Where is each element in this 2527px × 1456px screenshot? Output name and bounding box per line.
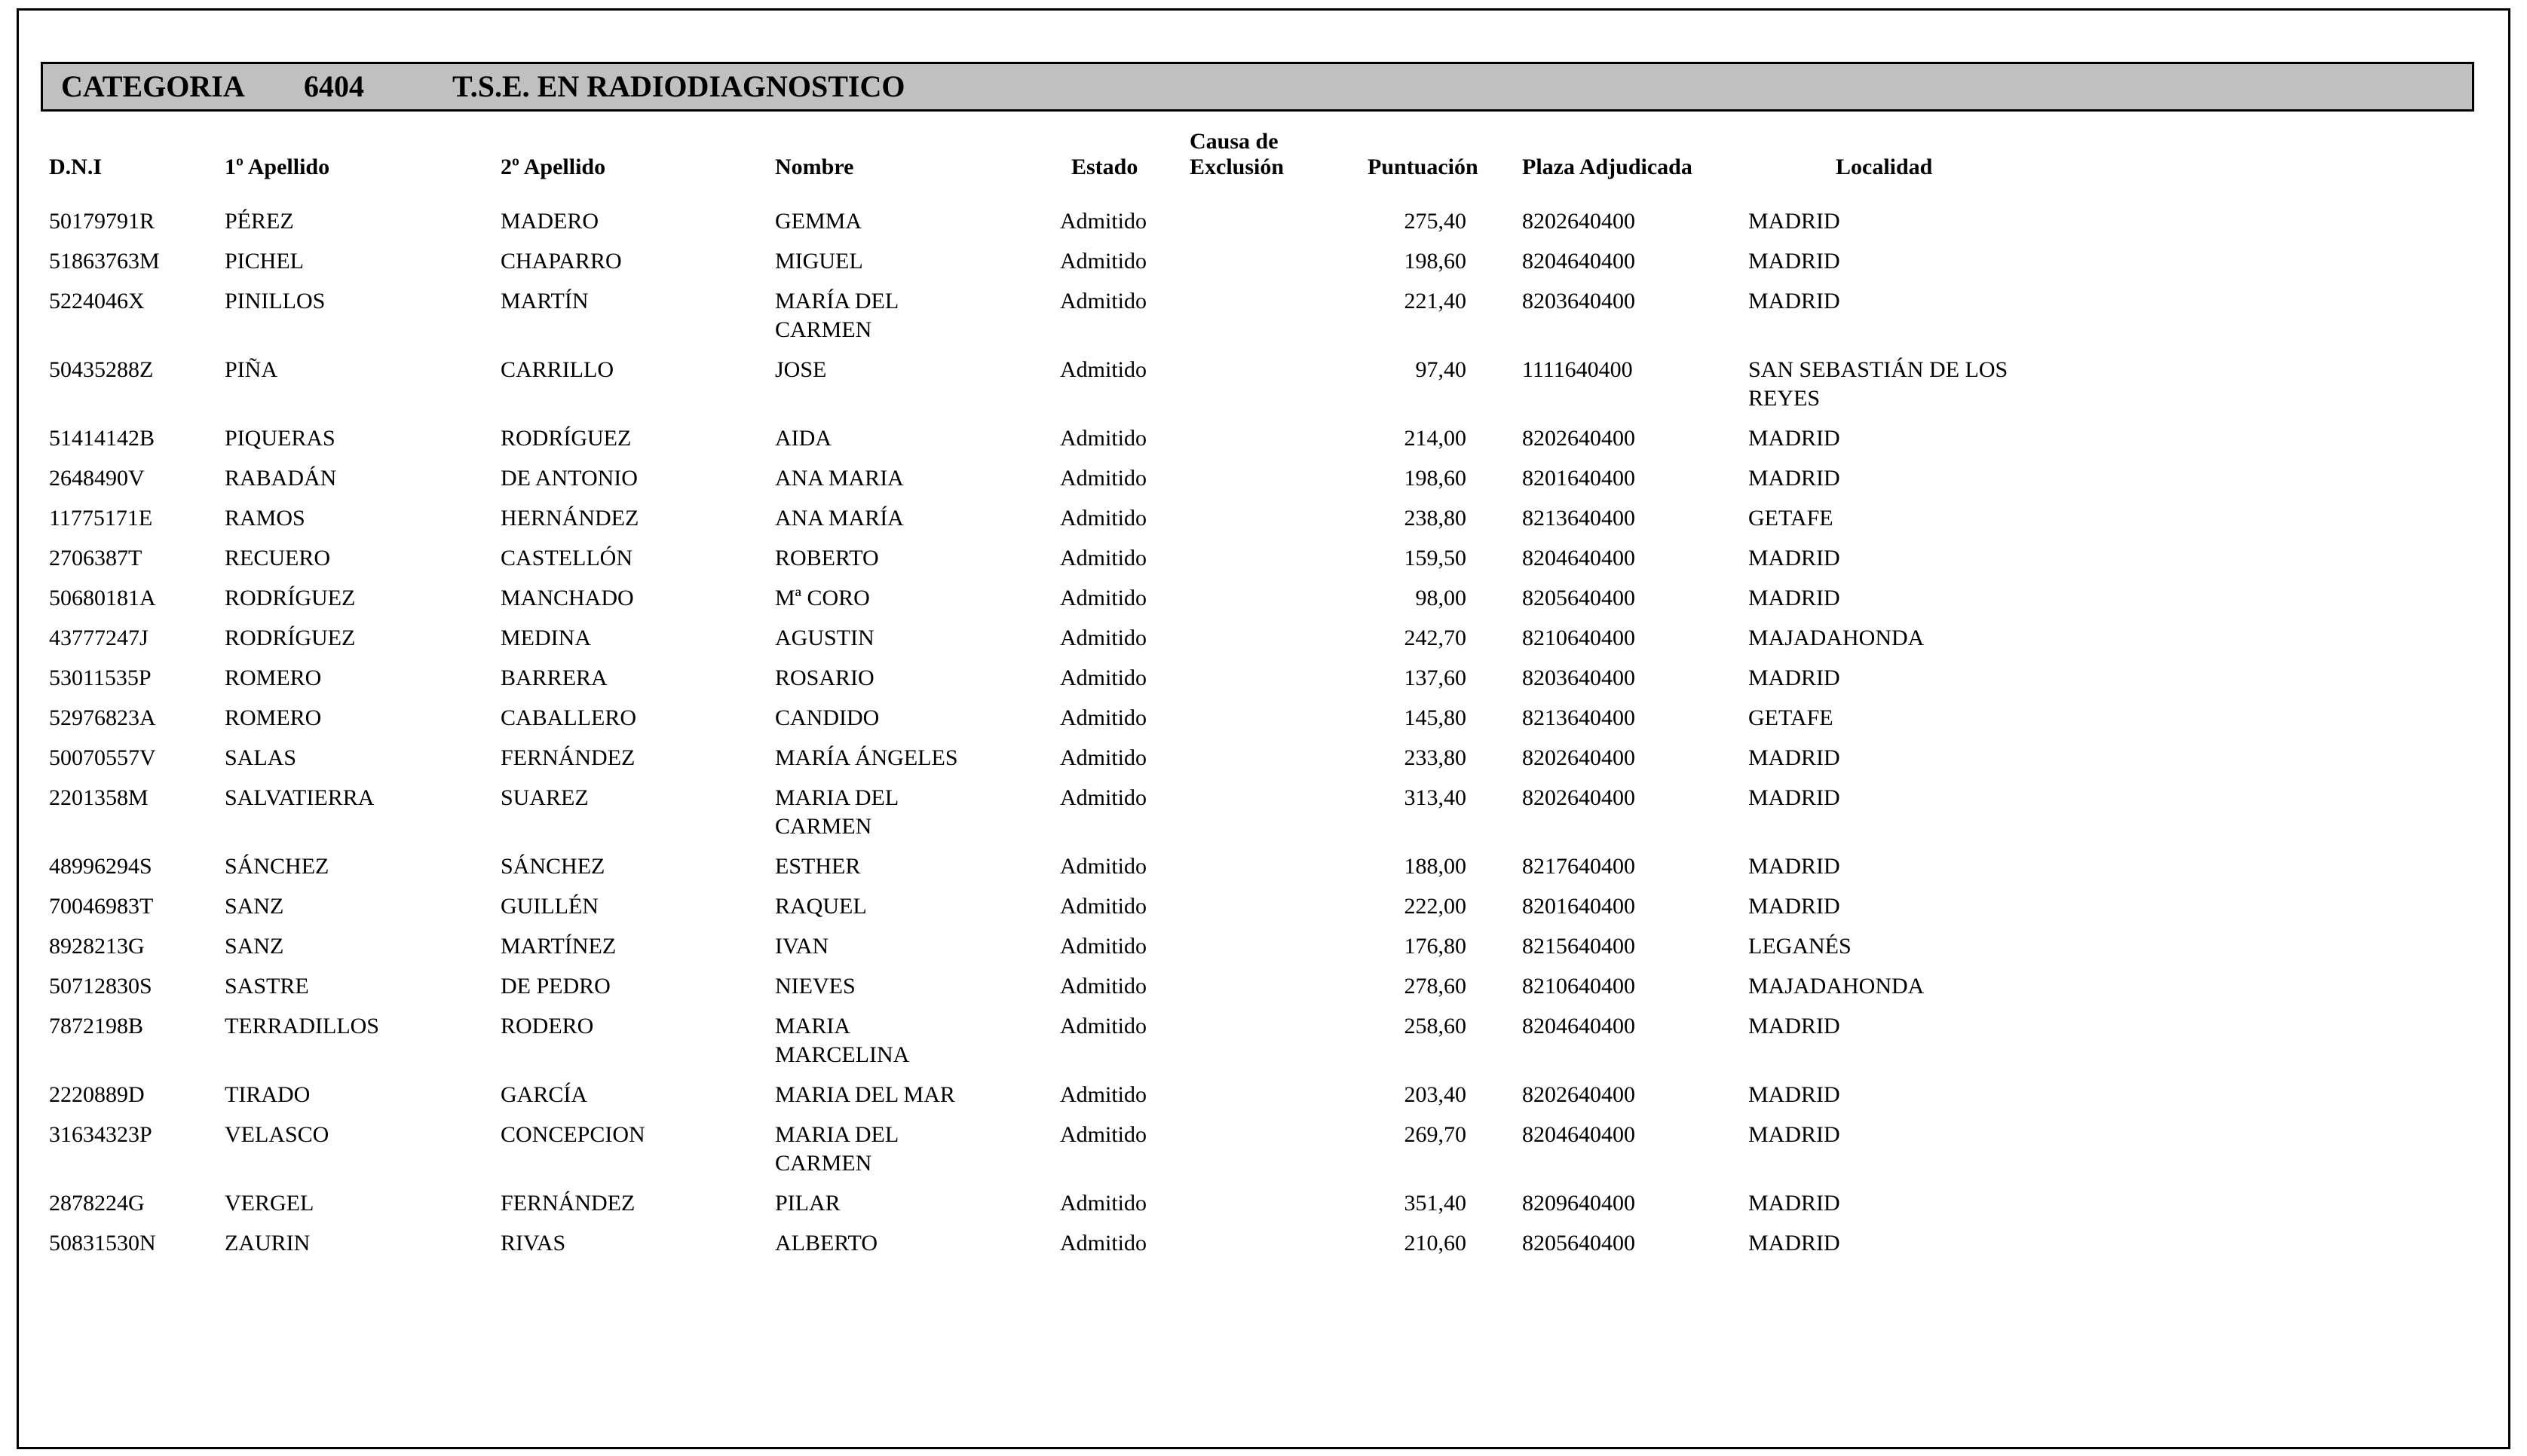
table-row: [49, 287, 2446, 344]
cell-puntuacion: 203,40: [1404, 1082, 1466, 1107]
cell-nombre: IVAN: [775, 934, 829, 959]
cell-plaza-adjudicada: 8209640400: [1522, 1191, 1635, 1216]
cell-nombre: ANA MARIA: [775, 466, 904, 491]
cell-apellido1: RODRÍGUEZ: [225, 586, 356, 610]
table-row: [49, 464, 2446, 493]
cell-puntuacion: 159,50: [1404, 546, 1466, 570]
cell-apellido1: RABADÁN: [225, 466, 337, 491]
cell-dni: 48996294S: [49, 854, 152, 879]
table-row: [49, 664, 2446, 693]
category-header-bar: [41, 62, 2474, 112]
cell-apellido2: CHAPARRO: [501, 249, 622, 274]
cell-apellido2: SUAREZ: [501, 785, 589, 810]
column-header-causa-line2: Exclusión: [1190, 154, 1285, 179]
cell-estado: Admitido: [1060, 586, 1147, 610]
cell-apellido1: ROMERO: [225, 705, 322, 730]
cell-plaza-adjudicada: 8202640400: [1522, 1082, 1635, 1107]
cell-apellido2: DE ANTONIO: [501, 466, 638, 491]
cell-puntuacion: 242,70: [1404, 626, 1466, 650]
cell-plaza-adjudicada: 8213640400: [1522, 506, 1635, 531]
cell-puntuacion: 214,00: [1404, 426, 1466, 451]
cell-estado: Admitido: [1060, 626, 1147, 650]
cell-apellido2: CABALLERO: [501, 705, 636, 730]
cell-dni: 2201358M: [49, 785, 149, 810]
cell-apellido2: HERNÁNDEZ: [501, 506, 639, 531]
cell-nombre: AGUSTIN: [775, 626, 874, 650]
table-row: [49, 704, 2446, 733]
cell-plaza-adjudicada: 8213640400: [1522, 705, 1635, 730]
cell-dni: 51414142B: [49, 426, 155, 451]
table-row: [49, 424, 2446, 453]
category-name: T.S.E. EN RADIODIAGNOSTICO: [452, 69, 905, 103]
cell-nombre: GEMMA: [775, 209, 862, 234]
category-code: 6404: [304, 69, 364, 103]
cell-estado: Admitido: [1060, 745, 1147, 770]
cell-puntuacion: 97,40: [1415, 357, 1466, 382]
cell-dni: 2648490V: [49, 466, 145, 491]
table-header-row: [49, 129, 2446, 180]
cell-puntuacion: 278,60: [1404, 974, 1466, 999]
cell-nombre: MIGUEL: [775, 249, 863, 274]
cell-dni: 50070557V: [49, 745, 156, 770]
cell-estado: Admitido: [1060, 209, 1147, 234]
cell-apellido1: SÁNCHEZ: [225, 854, 329, 879]
cell-localidad: MADRID: [1748, 785, 1840, 810]
column-header-causa-exclusion: [1190, 129, 1368, 180]
table-row: [49, 356, 2446, 413]
cell-nombre: ANA MARÍA: [775, 506, 904, 531]
cell-apellido1: SASTRE: [225, 974, 309, 999]
column-header-estado: Estado: [1071, 154, 1138, 179]
cell-plaza-adjudicada: 8202640400: [1522, 745, 1635, 770]
cell-apellido2: RIVAS: [501, 1231, 566, 1256]
table-row: [49, 1081, 2446, 1109]
cell-estado: Admitido: [1060, 854, 1147, 879]
cell-apellido1: RECUERO: [225, 546, 331, 570]
cell-plaza-adjudicada: 8201640400: [1522, 894, 1635, 919]
cell-dni: 50435288Z: [49, 357, 154, 382]
table-row: [49, 544, 2446, 573]
cell-apellido1: PIÑA: [225, 357, 278, 382]
cell-apellido2: CONCEPCION: [501, 1122, 645, 1147]
cell-estado: Admitido: [1060, 705, 1147, 730]
cell-puntuacion: 221,40: [1404, 289, 1466, 314]
table-row: [49, 624, 2446, 653]
page-border: [17, 8, 2510, 1449]
cell-nombre: ROBERTO: [775, 546, 879, 570]
candidates-table: [49, 129, 2446, 1269]
cell-plaza-adjudicada: 8204640400: [1522, 1122, 1635, 1147]
cell-apellido1: PIQUERAS: [225, 426, 335, 451]
cell-puntuacion: 176,80: [1404, 934, 1466, 959]
cell-localidad: MADRID: [1748, 466, 1840, 491]
cell-apellido1: SALAS: [225, 745, 297, 770]
cell-puntuacion: 137,60: [1404, 665, 1466, 690]
cell-puntuacion: 198,60: [1404, 249, 1466, 274]
cell-plaza-adjudicada: 8205640400: [1522, 1231, 1635, 1256]
cell-plaza-adjudicada: 8204640400: [1522, 249, 1635, 274]
cell-localidad: MADRID: [1748, 854, 1840, 879]
cell-estado: Admitido: [1060, 249, 1147, 274]
cell-localidad: MADRID: [1748, 1014, 1840, 1038]
cell-plaza-adjudicada: 8203640400: [1522, 289, 1635, 314]
cell-apellido2: MANCHADO: [501, 586, 634, 610]
column-header-plaza-adjudicada: Plaza Adjudicada: [1522, 154, 1692, 179]
cell-plaza-adjudicada: 8215640400: [1522, 934, 1635, 959]
category-label: CATEGORIA: [61, 69, 245, 103]
cell-plaza-adjudicada: 8210640400: [1522, 974, 1635, 999]
cell-dni: 51863763M: [49, 249, 160, 274]
table-body: [49, 207, 2446, 1258]
cell-apellido1: SANZ: [225, 934, 284, 959]
cell-dni: 50712830S: [49, 974, 152, 999]
cell-localidad: MADRID: [1748, 1191, 1840, 1216]
cell-nombre: MARIA DEL MAR: [775, 1082, 955, 1107]
cell-nombre: JOSE: [775, 357, 827, 382]
cell-apellido1: VERGEL: [225, 1191, 314, 1216]
cell-dni: 52976823A: [49, 705, 156, 730]
cell-localidad: SAN SEBASTIÁN DE LOS REYES: [1748, 357, 2008, 411]
cell-apellido1: TIRADO: [225, 1082, 311, 1107]
cell-apellido2: BARRERA: [501, 665, 608, 690]
cell-apellido2: DE PEDRO: [501, 974, 611, 999]
cell-apellido1: ZAURIN: [225, 1231, 311, 1256]
cell-nombre: CANDIDO: [775, 705, 880, 730]
table-row: [49, 247, 2446, 276]
cell-apellido2: MADERO: [501, 209, 599, 234]
cell-estado: Admitido: [1060, 1191, 1147, 1216]
cell-apellido1: TERRADILLOS: [225, 1014, 379, 1038]
cell-localidad: MADRID: [1748, 665, 1840, 690]
column-header-apellido1: 1º Apellido: [225, 154, 330, 179]
cell-dni: 5224046X: [49, 289, 145, 314]
cell-apellido1: PÉREZ: [225, 209, 294, 234]
cell-plaza-adjudicada: 8201640400: [1522, 466, 1635, 491]
cell-apellido2: FERNÁNDEZ: [501, 1191, 636, 1216]
cell-plaza-adjudicada: 8202640400: [1522, 785, 1635, 810]
cell-puntuacion: 198,60: [1404, 466, 1466, 491]
cell-apellido2: MARTÍNEZ: [501, 934, 617, 959]
cell-plaza-adjudicada: 1111640400: [1522, 357, 1633, 382]
cell-plaza-adjudicada: 8202640400: [1522, 426, 1635, 451]
cell-localidad: MADRID: [1748, 1122, 1840, 1147]
table-row: [49, 932, 2446, 961]
cell-localidad: MADRID: [1748, 745, 1840, 770]
cell-puntuacion: 210,60: [1404, 1231, 1466, 1256]
cell-puntuacion: 275,40: [1404, 209, 1466, 234]
cell-localidad: MAJADAHONDA: [1748, 974, 1925, 999]
cell-localidad: GETAFE: [1748, 506, 1833, 531]
cell-estado: Admitido: [1060, 466, 1147, 491]
cell-nombre: ALBERTO: [775, 1231, 878, 1256]
cell-apellido2: RODERO: [501, 1014, 594, 1038]
cell-localidad: MADRID: [1748, 1231, 1840, 1256]
cell-apellido2: CARRILLO: [501, 357, 614, 382]
table-row: [49, 207, 2446, 236]
table-row: [49, 972, 2446, 1001]
cell-localidad: MADRID: [1748, 894, 1840, 919]
cell-nombre: RAQUEL: [775, 894, 867, 919]
cell-estado: Admitido: [1060, 1082, 1147, 1107]
cell-apellido2: MARTÍN: [501, 289, 589, 314]
cell-localidad: MADRID: [1748, 426, 1840, 451]
cell-nombre: MARÍA ÁNGELES: [775, 745, 958, 770]
cell-puntuacion: 233,80: [1404, 745, 1466, 770]
cell-localidad: LEGANÉS: [1748, 934, 1852, 959]
cell-dni: 8928213G: [49, 934, 145, 959]
cell-localidad: MADRID: [1748, 1082, 1840, 1107]
table-row: [49, 1189, 2446, 1218]
table-row: [49, 1229, 2446, 1258]
cell-apellido2: SÁNCHEZ: [501, 854, 605, 879]
cell-apellido1: RODRÍGUEZ: [225, 626, 356, 650]
cell-dni: 2706387T: [49, 546, 142, 570]
table-row: [49, 1012, 2446, 1069]
cell-estado: Admitido: [1060, 1231, 1147, 1256]
cell-dni: 50680181A: [49, 586, 156, 610]
cell-puntuacion: 98,00: [1415, 586, 1466, 610]
cell-estado: Admitido: [1060, 1122, 1147, 1147]
cell-nombre: MARIA DEL CARMEN: [775, 785, 899, 839]
cell-localidad: MADRID: [1748, 249, 1840, 274]
cell-localidad: MADRID: [1748, 209, 1840, 234]
cell-estado: Admitido: [1060, 289, 1147, 314]
cell-localidad: MADRID: [1748, 586, 1840, 610]
cell-apellido1: PINILLOS: [225, 289, 326, 314]
cell-plaza-adjudicada: 8204640400: [1522, 1014, 1635, 1038]
cell-estado: Admitido: [1060, 665, 1147, 690]
cell-dni: 50179791R: [49, 209, 155, 234]
column-header-apellido2: 2º Apellido: [501, 154, 606, 179]
cell-dni: 11775171E: [49, 506, 153, 531]
cell-dni: 70046983T: [49, 894, 154, 919]
cell-plaza-adjudicada: 8210640400: [1522, 626, 1635, 650]
cell-dni: 2220889D: [49, 1082, 145, 1107]
cell-estado: Admitido: [1060, 506, 1147, 531]
cell-nombre: AIDA: [775, 426, 832, 451]
cell-puntuacion: 222,00: [1404, 894, 1466, 919]
cell-dni: 43777247J: [49, 626, 149, 650]
cell-estado: Admitido: [1060, 426, 1147, 451]
cell-nombre: ROSARIO: [775, 665, 874, 690]
cell-apellido1: SALVATIERRA: [225, 785, 375, 810]
cell-nombre: NIEVES: [775, 974, 856, 999]
cell-plaza-adjudicada: 8203640400: [1522, 665, 1635, 690]
table-row: [49, 852, 2446, 881]
cell-dni: 2878224G: [49, 1191, 145, 1216]
cell-localidad: GETAFE: [1748, 705, 1833, 730]
cell-plaza-adjudicada: 8202640400: [1522, 209, 1635, 234]
cell-puntuacion: 269,70: [1404, 1122, 1466, 1147]
cell-plaza-adjudicada: 8205640400: [1522, 586, 1635, 610]
cell-localidad: MAJADAHONDA: [1748, 626, 1925, 650]
column-header-puntuacion: Puntuación: [1368, 154, 1478, 179]
cell-estado: Admitido: [1060, 785, 1147, 810]
table-row: [49, 504, 2446, 533]
cell-apellido1: VELASCO: [225, 1122, 329, 1147]
cell-localidad: MADRID: [1748, 546, 1840, 570]
cell-dni: 50831530N: [49, 1231, 156, 1256]
cell-apellido2: RODRÍGUEZ: [501, 426, 632, 451]
cell-estado: Admitido: [1060, 894, 1147, 919]
cell-nombre: MARIA DEL CARMEN: [775, 1122, 899, 1176]
cell-dni: 31634323P: [49, 1122, 152, 1147]
table-row: [49, 584, 2446, 613]
cell-apellido2: GUILLÉN: [501, 894, 599, 919]
cell-localidad: MADRID: [1748, 289, 1840, 314]
column-header-dni: D.N.I: [49, 154, 103, 179]
cell-apellido2: FERNÁNDEZ: [501, 745, 636, 770]
cell-apellido1: SANZ: [225, 894, 284, 919]
column-header-nombre: Nombre: [775, 154, 854, 179]
cell-estado: Admitido: [1060, 1014, 1147, 1038]
column-header-localidad: Localidad: [1836, 154, 1933, 179]
cell-nombre: Mª CORO: [775, 586, 870, 610]
cell-estado: Admitido: [1060, 934, 1147, 959]
cell-apellido1: RAMOS: [225, 506, 305, 531]
table-row: [49, 784, 2446, 841]
cell-apellido2: MEDINA: [501, 626, 591, 650]
table-row: [49, 1121, 2446, 1178]
cell-nombre: MARIA MARCELINA: [775, 1014, 910, 1067]
cell-apellido2: CASTELLÓN: [501, 546, 633, 570]
cell-nombre: PILAR: [775, 1191, 841, 1216]
cell-estado: Admitido: [1060, 974, 1147, 999]
cell-plaza-adjudicada: 8204640400: [1522, 546, 1635, 570]
cell-estado: Admitido: [1060, 546, 1147, 570]
cell-puntuacion: 238,80: [1404, 506, 1466, 531]
cell-apellido1: PICHEL: [225, 249, 304, 274]
table-row: [49, 892, 2446, 921]
cell-puntuacion: 188,00: [1404, 854, 1466, 879]
cell-nombre: ESTHER: [775, 854, 861, 879]
cell-puntuacion: 258,60: [1404, 1014, 1466, 1038]
cell-apellido2: GARCÍA: [501, 1082, 588, 1107]
cell-dni: 53011535P: [49, 665, 152, 690]
cell-dni: 7872198B: [49, 1014, 144, 1038]
cell-estado: Admitido: [1060, 357, 1147, 382]
cell-nombre: MARÍA DEL CARMEN: [775, 289, 899, 342]
cell-plaza-adjudicada: 8217640400: [1522, 854, 1635, 879]
cell-apellido1: ROMERO: [225, 665, 322, 690]
cell-puntuacion: 351,40: [1404, 1191, 1466, 1216]
cell-puntuacion: 313,40: [1404, 785, 1466, 810]
cell-puntuacion: 145,80: [1404, 705, 1466, 730]
table-row: [49, 744, 2446, 772]
column-header-causa-line1: Causa de: [1190, 129, 1279, 154]
